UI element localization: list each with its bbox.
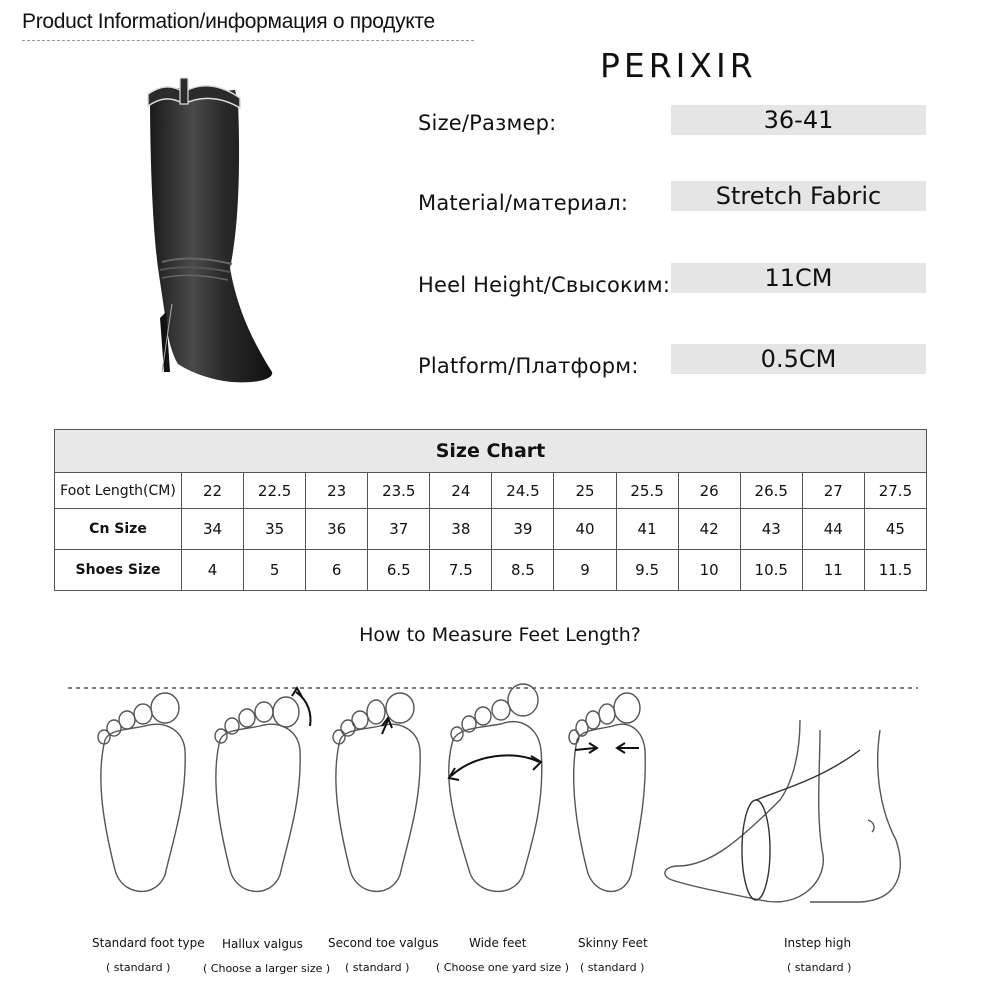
- foot-note-standard: ( standard ): [106, 961, 171, 974]
- foot-second-toe-valgus-drawing: [333, 693, 420, 891]
- row-label: Foot Length(CM): [55, 473, 182, 509]
- table-row-shoes-size: [55, 550, 927, 591]
- table-cell: 7.5: [430, 550, 492, 591]
- table-cell: 42: [678, 509, 740, 550]
- foot-standard-drawing: [98, 693, 185, 891]
- row-label: Shoes Size: [55, 550, 182, 591]
- table-cell: 6: [306, 550, 368, 591]
- table-cell: 10.5: [740, 550, 802, 591]
- table-cell: 45: [864, 509, 926, 550]
- table-row-cn-size: [55, 509, 927, 550]
- foot-note-instep-high: ( standard ): [787, 961, 852, 974]
- table-cell: 26: [678, 473, 740, 509]
- table-cell: 4: [182, 550, 244, 591]
- table-cell: 27.5: [864, 473, 926, 509]
- foot-instep-high-drawing: [665, 720, 900, 902]
- table-cell: 25.5: [616, 473, 678, 509]
- spec-label-platform: Platform/Платформ:: [418, 354, 639, 378]
- table-cell: 25: [554, 473, 616, 509]
- table-cell: 38: [430, 509, 492, 550]
- table-cell: 22.5: [244, 473, 306, 509]
- feet-illustrations: [0, 670, 1000, 915]
- spec-value-material: Stretch Fabric: [671, 181, 926, 211]
- foot-wide-drawing: [449, 684, 542, 891]
- table-cell: 39: [492, 509, 554, 550]
- table-cell: 35: [244, 509, 306, 550]
- foot-label-skinny-feet: Skinny Feet: [578, 936, 648, 950]
- table-cell: 26.5: [740, 473, 802, 509]
- header-divider: [22, 40, 474, 41]
- table-cell: 41: [616, 509, 678, 550]
- table-cell: 24: [430, 473, 492, 509]
- size-chart-title: Size Chart: [55, 430, 927, 473]
- spec-label-size: Size/Размер:: [418, 111, 557, 135]
- foot-label-second-toe-valgus: Second toe valgus: [328, 936, 439, 950]
- table-cell: 10: [678, 550, 740, 591]
- table-cell: 43: [740, 509, 802, 550]
- table-cell: 34: [182, 509, 244, 550]
- table-cell: 37: [368, 509, 430, 550]
- table-cell: 22: [182, 473, 244, 509]
- table-cell: 36: [306, 509, 368, 550]
- table-cell: 5: [244, 550, 306, 591]
- page-title: Product Information/информация о продукте: [22, 10, 435, 33]
- foot-note-second-toe-valgus: ( standard ): [345, 961, 410, 974]
- table-cell: 23: [306, 473, 368, 509]
- table-cell: 23.5: [368, 473, 430, 509]
- table-cell: 6.5: [368, 550, 430, 591]
- table-cell: 24.5: [492, 473, 554, 509]
- table-cell: 11: [802, 550, 864, 591]
- table-cell: 9: [554, 550, 616, 591]
- foot-hallux-valgus-drawing: [215, 688, 310, 891]
- measure-title: How to Measure Feet Length?: [359, 624, 641, 646]
- table-cell: 8.5: [492, 550, 554, 591]
- foot-note-wide-feet: ( Choose one yard size ): [436, 961, 570, 974]
- table-row-foot-length: [55, 473, 927, 509]
- brand-name: PERIXIR: [600, 46, 757, 85]
- table-cell: 11.5: [864, 550, 926, 591]
- spec-value-heel-height: 11CM: [671, 263, 926, 293]
- table-cell: 9.5: [616, 550, 678, 591]
- spec-value-size: 36-41: [671, 105, 926, 135]
- foot-label-instep-high: Instep high: [784, 936, 852, 950]
- row-label: Cn Size: [55, 509, 182, 550]
- foot-label-hallux-valgus: Hallux valgus: [222, 937, 303, 951]
- foot-label-wide-feet: Wide feet: [469, 936, 527, 950]
- table-cell: 40: [554, 509, 616, 550]
- foot-label-standard: Standard foot type: [92, 936, 205, 950]
- table-cell: 27: [802, 473, 864, 509]
- spec-value-platform: 0.5CM: [671, 344, 926, 374]
- foot-note-hallux-valgus: ( Choose a larger size ): [203, 962, 331, 975]
- foot-skinny-drawing: [569, 693, 645, 891]
- spec-label-heel-height: Heel Height/Свысоким:: [418, 273, 671, 297]
- boot-image: [140, 72, 280, 390]
- size-chart-table: [54, 429, 927, 591]
- foot-note-skinny-feet: ( standard ): [580, 961, 645, 974]
- table-cell: 44: [802, 509, 864, 550]
- spec-label-material: Material/материал:: [418, 191, 629, 215]
